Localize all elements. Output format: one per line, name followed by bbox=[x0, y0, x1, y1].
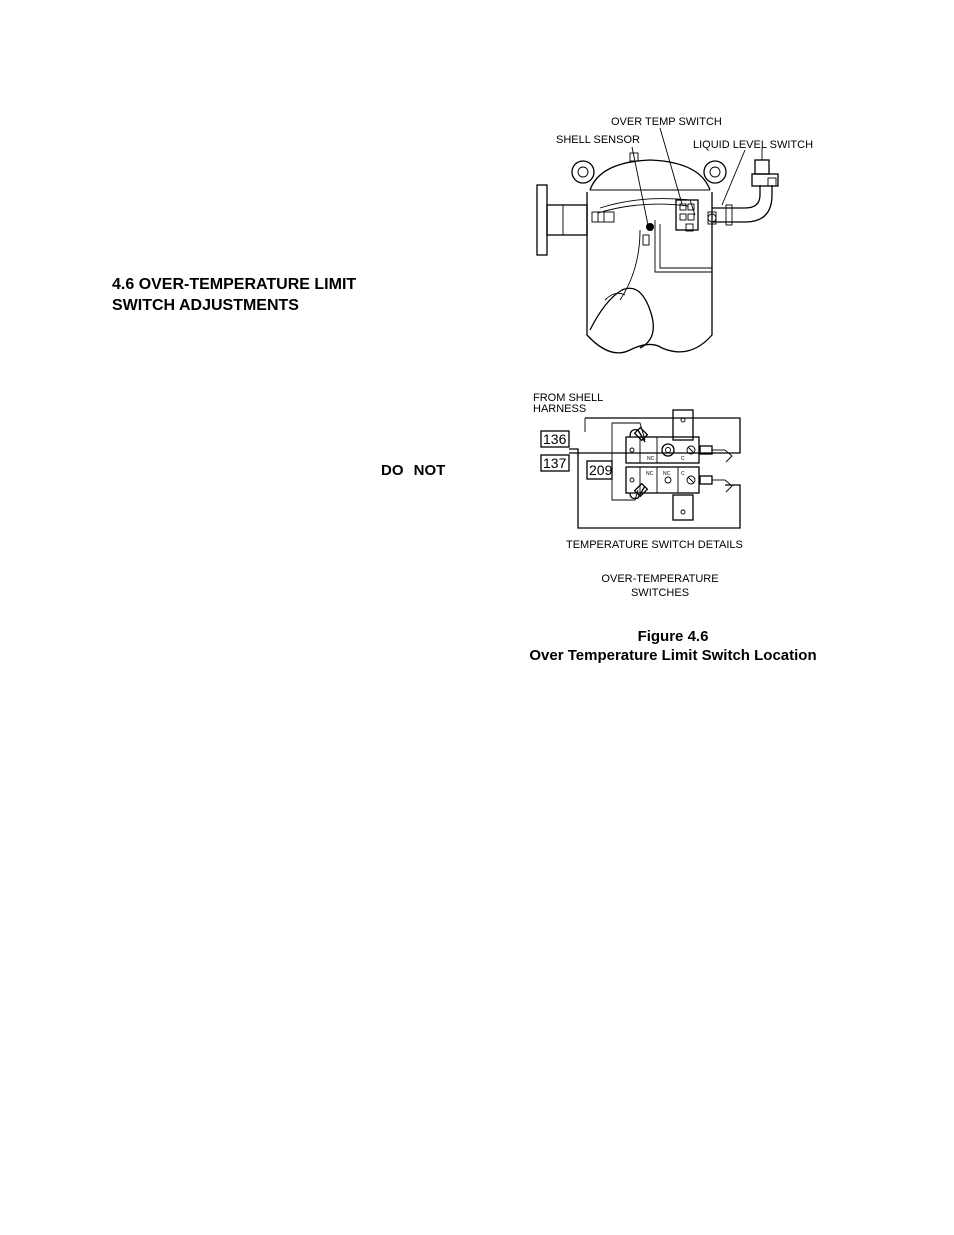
contact-c-upper: C bbox=[681, 456, 685, 462]
section-heading-line1: 4.6 OVER-TEMPERATURE LIMIT bbox=[112, 276, 357, 293]
liquid-level-switch-label: LIQUID LEVEL SWITCH bbox=[693, 139, 814, 151]
shell-sensor-label: SHELL SENSOR bbox=[556, 134, 640, 146]
contact-nc-upper: NC bbox=[647, 456, 655, 462]
harness-label: HARNESS bbox=[533, 403, 587, 415]
temperature-switch-details-drawing bbox=[533, 392, 743, 599]
wire-136-label: 136 bbox=[543, 431, 567, 447]
wire-209-label: 209 bbox=[589, 462, 613, 478]
temperature-switch-details-label: TEMPERATURE SWITCH DETAILS bbox=[566, 539, 743, 551]
figure-title: Over Temperature Limit Switch Location bbox=[529, 647, 817, 664]
shell-assembly-drawing bbox=[537, 116, 813, 353]
switches-label: SWITCHES bbox=[630, 587, 690, 599]
warning-text: DO NOT bbox=[381, 462, 446, 479]
contact-nc-lower-1: NC bbox=[646, 471, 654, 477]
contact-c-lower: C bbox=[681, 471, 685, 477]
section-heading-line2: SWITCH ADJUSTMENTS bbox=[112, 297, 299, 314]
figure-number: Figure 4.6 bbox=[637, 628, 709, 645]
over-temperature-label: OVER-TEMPERATURE bbox=[601, 573, 719, 585]
from-shell-label: FROM SHELL bbox=[533, 392, 604, 404]
figure-caption bbox=[520, 627, 826, 665]
contact-nc-lower-2: NC bbox=[663, 471, 671, 477]
over-temp-switch-label: OVER TEMP SWITCH bbox=[611, 116, 722, 128]
wire-137-label: 137 bbox=[543, 455, 567, 471]
